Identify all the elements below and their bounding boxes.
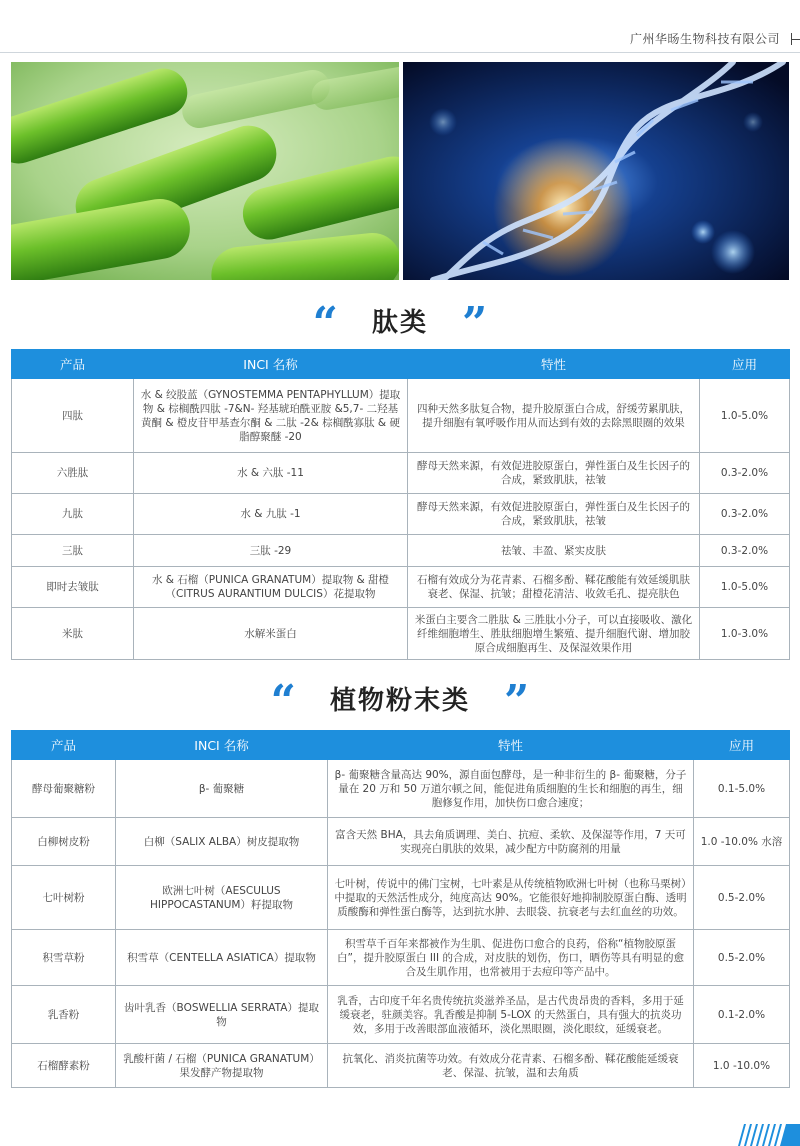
feature-cell: 七叶树，传说中的佛门宝树，七叶素是从传统植物欧洲七叶树（也称马栗树）中提取的天然活性成分，纯度高达 90%。它能很好地抑制胶原蛋白酶、透明质酸酶和弹性蛋白酶等，达到抗水肿、去眼袋、抗衰老与去红血丝的功效。 (328, 866, 694, 930)
table-row (12, 1044, 790, 1088)
column-header: 应用 (700, 350, 790, 379)
section-title-text: 肽类 (371, 307, 428, 338)
feature-cell: 积雪草千百年来都被作为生肌、促进伤口愈合的良药，俗称“植物胶原蛋白”，提升胶原蛋白 III 的合成，对皮肤的划伤，伤口，晒伤等具有明显的愈合及生肌作用，也常被用于去痘印等产品中。 (328, 930, 694, 986)
inci-cell: 水 & 九肽 -1 (134, 494, 408, 535)
product-cell: 九肽 (12, 494, 134, 535)
table-header-row (12, 350, 790, 379)
usage-cell: 0.5-2.0% (694, 866, 790, 930)
product-cell: 即时去皱肽 (12, 567, 134, 608)
usage-cell: 0.1-5.0% (694, 760, 790, 818)
header-rule (0, 52, 800, 53)
close-quote-icon: ” (462, 298, 488, 349)
feature-cell: 四种天然多肽复合物，提升胶原蛋白合成，舒缓劳累肌肤，提升细胞有氧呼吸作用从而达到有效的去除黑眼圈的效果 (408, 379, 700, 453)
table-row (12, 453, 790, 494)
peptides-table (11, 349, 790, 660)
table-row (12, 608, 790, 660)
inci-cell: 乳酸杆菌 / 石榴（PUNICA GRANATUM）果发酵产物提取物 (116, 1044, 328, 1088)
table-row (12, 494, 790, 535)
product-cell: 积雪草粉 (12, 930, 116, 986)
table-row (12, 379, 790, 453)
usage-cell: 0.3-2.0% (700, 453, 790, 494)
inci-cell: 积雪草（CENTELLA ASIATICA）提取物 (116, 930, 328, 986)
column-header: 应用 (694, 731, 790, 760)
product-cell: 白柳树皮粉 (12, 818, 116, 866)
feature-cell: 抗氧化、消炎抗菌等功效。有效成分花青素、石榴多酚、鞣花酸能延缓衰老、保湿、抗皱，温和去角质 (328, 1044, 694, 1088)
usage-cell: 1.0-3.0% (700, 608, 790, 660)
feature-cell: 酵母天然来源，有效促进胶原蛋白，弹性蛋白及生长因子的合成，紧致肌肤，祛皱 (408, 494, 700, 535)
inci-cell: 水 & 六肽 -11 (134, 453, 408, 494)
inci-cell: 齿叶乳香（BOSWELLIA SERRATA）提取物 (116, 986, 328, 1044)
product-cell: 米肽 (12, 608, 134, 660)
inci-cell: β- 葡聚糖 (116, 760, 328, 818)
header-tick (792, 39, 800, 40)
inci-cell: 白柳（SALIX ALBA）树皮提取物 (116, 818, 328, 866)
close-quote-icon: ” (504, 676, 530, 727)
footer-stripes-decoration (730, 1120, 800, 1146)
inci-cell: 水解米蛋白 (134, 608, 408, 660)
inci-cell: 水 & 石榴（PUNICA GRANATUM）提取物 & 甜橙（CITRUS AURANTIUM DULCIS）花提取物 (134, 567, 408, 608)
usage-cell: 0.1-2.0% (694, 986, 790, 1044)
usage-cell: 0.3-2.0% (700, 494, 790, 535)
inci-cell: 水 & 绞股蓝（GYNOSTEMMA PENTAPHYLLUM）提取物 & 棕榈酰四肽 -7&N- 羟基琥珀酰亚胺 &5,7- 二羟基黄酮 & 橙皮苷甲基查尔酮 & 二肽 -2& 棕榈酰寡肽 & 硬脂醇聚醚 -20 (134, 379, 408, 453)
product-cell: 七叶树粉 (12, 866, 116, 930)
usage-cell: 0.3-2.0% (700, 535, 790, 567)
usage-cell: 1.0-5.0% (700, 567, 790, 608)
column-header: INCI 名称 (134, 350, 408, 379)
inci-cell: 欧洲七叶树（AESCULUS HIPPOCASTANUM）籽提取物 (116, 866, 328, 930)
feature-cell: 富含天然 BHA，具去角质调理、美白、抗痘、柔软、及保湿等作用，7 天可实现亮白肌肤的效果，减少配方中防腐剂的用量 (328, 818, 694, 866)
open-quote-icon: “ (312, 298, 338, 349)
column-header: 特性 (328, 731, 694, 760)
section-title-plant-powders (0, 676, 800, 727)
table-row (12, 986, 790, 1044)
table-row (12, 866, 790, 930)
feature-cell: 米蛋白主要含二胜肽 & 三胜肽小分子，可以直接吸收、激化纤维细胞增生、胜肽细胞增生繁殖、提升细胞代谢、增加胶原合成细胞再生、及保湿效果作用 (408, 608, 700, 660)
feature-cell: 石榴有效成分为花青素、石榴多酚、鞣花酸能有效延缓肌肤衰老、保湿、抗皱；甜橙花清洁、收敛毛孔、提亮肤色 (408, 567, 700, 608)
product-cell: 酵母葡聚糖粉 (12, 760, 116, 818)
table-row (12, 567, 790, 608)
table-row (12, 760, 790, 818)
column-header: INCI 名称 (116, 731, 328, 760)
product-cell: 六胜肽 (12, 453, 134, 494)
usage-cell: 1.0-5.0% (700, 379, 790, 453)
table-header-row (12, 731, 790, 760)
usage-cell: 0.5-2.0% (694, 930, 790, 986)
product-cell: 乳香粉 (12, 986, 116, 1044)
product-cell: 三肽 (12, 535, 134, 567)
open-quote-icon: “ (270, 676, 296, 727)
column-header: 产品 (12, 350, 134, 379)
dna-photo (403, 62, 789, 280)
bacteria-photo (11, 62, 399, 280)
product-cell: 石榴酵素粉 (12, 1044, 116, 1088)
usage-cell: 1.0 -10.0% (694, 1044, 790, 1088)
table-row (12, 535, 790, 567)
table-row (12, 818, 790, 866)
column-header: 特性 (408, 350, 700, 379)
inci-cell: 三肽 -29 (134, 535, 408, 567)
company-name: 广州华旸生物科技有限公司 (629, 32, 780, 46)
feature-cell: β- 葡聚糖含量高达 90%，源自面包酵母，是一种非衍生的 β- 葡聚糖，分子量在 20 万和 50 万道尔顿之间，能促进角质细胞的生长和细胞的再生，细胞修复作用，加快伤口愈合速度； (328, 760, 694, 818)
feature-cell: 酵母天然来源，有效促进胶原蛋白，弹性蛋白及生长因子的合成，紧致肌肤，祛皱 (408, 453, 700, 494)
product-cell: 四肽 (12, 379, 134, 453)
section-title-peptides (0, 298, 800, 349)
section-title-text: 植物粉末类 (329, 685, 470, 716)
usage-cell: 1.0 -10.0% 水溶 (694, 818, 790, 866)
feature-cell: 祛皱、丰盈、紧实皮肤 (408, 535, 700, 567)
table-row (12, 930, 790, 986)
column-header: 产品 (12, 731, 116, 760)
feature-cell: 乳香，古印度千年名贵传统抗炎滋养圣品，是古代贵昂贵的香料，多用于延缓衰老，驻颜美容。乳香酸是抑制 5-LOX 的天然蛋白，具有强大的抗炎功效，多用于改善眼部血液循环，淡化黑眼圈，淡化眼纹，延缓衰老。 (328, 986, 694, 1044)
plant-powders-table (11, 730, 790, 1088)
